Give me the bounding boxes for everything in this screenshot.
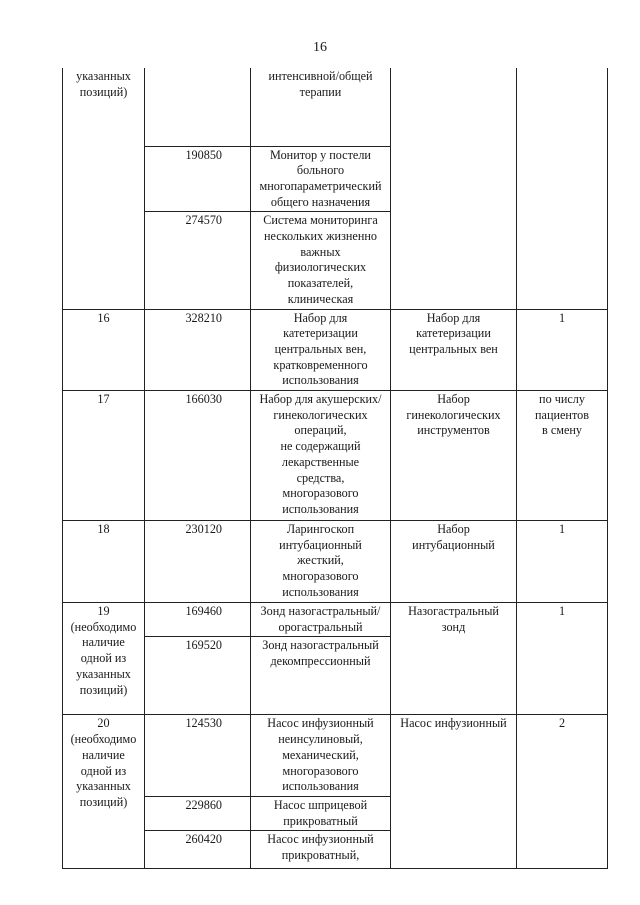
item-name-cell: Насос шприцевой прикроватный	[251, 796, 391, 830]
code-cell: 190850	[145, 146, 251, 212]
kit-name-cell: Насос инфузионный	[391, 715, 517, 869]
item-name-cell: Монитор у постели больного многопараметрический общего назначения	[251, 146, 391, 212]
kit-name-cell: Назогастральный зонд	[391, 603, 517, 715]
position-number-cell: 17	[63, 391, 145, 521]
item-name-cell: Набор для акушерских/ гинекологических операций, не содержащий лекарственные средства, многоразового использования	[251, 391, 391, 521]
kit-name-cell	[391, 68, 517, 309]
code-cell: 328210	[145, 309, 251, 391]
code-cell: 230120	[145, 521, 251, 603]
item-name-cell: Зонд назогастральный/ орогастральный	[251, 603, 391, 637]
code-cell: 274570	[145, 212, 251, 309]
item-name-cell: интенсивной/общей терапии	[251, 68, 391, 146]
quantity-cell: 1	[517, 521, 608, 603]
quantity-cell: 1	[517, 603, 608, 715]
item-name-cell: Ларингоскоп интубационный жесткий, многоразового использования	[251, 521, 391, 603]
code-cell: 229860	[145, 796, 251, 830]
table-row	[63, 521, 608, 603]
quantity-cell	[517, 68, 608, 309]
kit-name-cell: Набор интубационный	[391, 521, 517, 603]
table-row	[63, 603, 608, 637]
item-name-cell: Зонд назогастральный декомпрессионный	[251, 637, 391, 715]
table-row	[63, 715, 608, 797]
quantity-cell: по числу пациентов в смену	[517, 391, 608, 521]
table-row	[63, 68, 608, 146]
page-number: 16	[313, 40, 327, 55]
quantity-cell: 1	[517, 309, 608, 391]
position-number-cell: 19 (необходимо наличие одной из указанных позиций)	[63, 603, 145, 715]
position-number-cell: 18	[63, 521, 145, 603]
kit-name-cell: Набор для катетеризации центральных вен	[391, 309, 517, 391]
quantity-cell: 2	[517, 715, 608, 869]
item-name-cell: Насос инфузионный неинсулиновый, механический, многоразового использования	[251, 715, 391, 797]
code-cell: 260420	[145, 831, 251, 869]
code-cell: 169520	[145, 637, 251, 715]
position-number-cell: указанных позиций)	[63, 68, 145, 309]
item-name-cell: Система мониторинга нескольких жизненно важных физиологических показателей, клиническая	[251, 212, 391, 309]
code-cell: 169460	[145, 603, 251, 637]
code-cell	[145, 68, 251, 146]
item-name-cell: Набор для катетеризации центральных вен, кратковременного использования	[251, 309, 391, 391]
code-cell: 166030	[145, 391, 251, 521]
kit-name-cell: Набор гинекологических инструментов	[391, 391, 517, 521]
equipment-table	[62, 68, 608, 869]
position-number-cell: 20 (необходимо наличие одной из указанных позиций)	[63, 715, 145, 869]
position-number-cell: 16	[63, 309, 145, 391]
table-row	[63, 391, 608, 521]
item-name-cell: Насос инфузионный прикроватный,	[251, 831, 391, 869]
table-row	[63, 309, 608, 391]
code-cell: 124530	[145, 715, 251, 797]
